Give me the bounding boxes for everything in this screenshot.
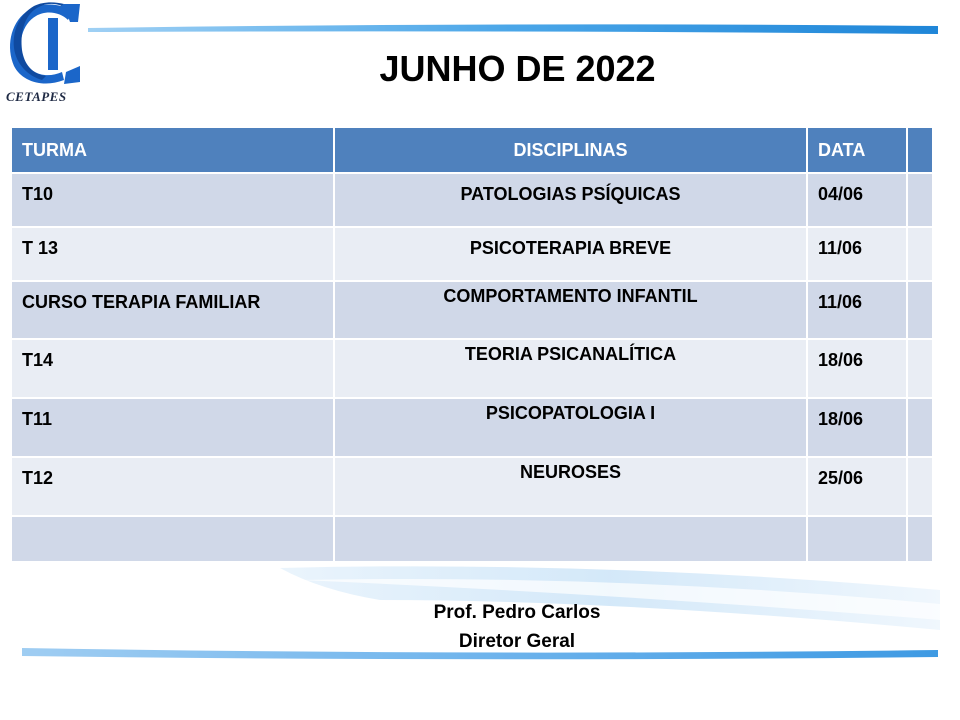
top-swoosh-decoration	[88, 20, 940, 40]
table-row	[11, 281, 933, 339]
cell-disciplina: NEUROSES	[334, 457, 807, 516]
page-title: JUNHO DE 2022	[379, 48, 656, 89]
table-row	[11, 339, 933, 398]
table-header-row	[11, 127, 933, 173]
signature-block	[0, 598, 960, 656]
cell-data: 11/06	[807, 281, 907, 339]
logo-text: CETAPES	[6, 89, 67, 104]
header-turma: TURMA	[11, 127, 334, 173]
header-disciplinas: DISCIPLINAS	[334, 127, 807, 173]
header-extra	[907, 127, 933, 173]
cell-disciplina: TEORIA PSICANALÍTICA	[334, 339, 807, 398]
cell-disciplina: PATOLOGIAS PSÍQUICAS	[334, 173, 807, 227]
signature-name: Prof. Pedro Carlos	[433, 602, 601, 623]
schedule-table	[10, 126, 934, 563]
cell-turma: T 13	[11, 227, 334, 281]
table-row	[11, 173, 933, 227]
cell-turma: T11	[11, 398, 334, 457]
cell-disciplina: PSICOPATOLOGIA I	[334, 398, 807, 457]
cell-turma: T10	[11, 173, 334, 227]
cell-data: 18/06	[807, 398, 907, 457]
cell-extra	[907, 227, 933, 281]
cell-turma: CURSO TERAPIA FAMILIAR	[11, 281, 334, 339]
cell-data: 25/06	[807, 457, 907, 516]
table-row	[11, 227, 933, 281]
cell-turma: T12	[11, 457, 334, 516]
cell-data: 04/06	[807, 173, 907, 227]
table-row	[11, 457, 933, 516]
table-row	[11, 516, 933, 562]
cell-extra	[907, 516, 933, 562]
cell-disciplina: PSICOTERAPIA BREVE	[334, 227, 807, 281]
cell-extra	[907, 398, 933, 457]
cell-extra	[907, 339, 933, 398]
signature-role: Diretor Geral	[458, 631, 576, 652]
cell-turma	[11, 516, 334, 562]
cell-extra	[907, 281, 933, 339]
header-data: DATA	[807, 127, 907, 173]
table-row	[11, 398, 933, 457]
cell-disciplina: COMPORTAMENTO INFANTIL	[334, 281, 807, 339]
cell-data	[807, 516, 907, 562]
cell-turma: T14	[11, 339, 334, 398]
cell-data: 18/06	[807, 339, 907, 398]
cell-extra	[907, 457, 933, 516]
cell-extra	[907, 173, 933, 227]
cell-disciplina	[334, 516, 807, 562]
cell-data: 11/06	[807, 227, 907, 281]
